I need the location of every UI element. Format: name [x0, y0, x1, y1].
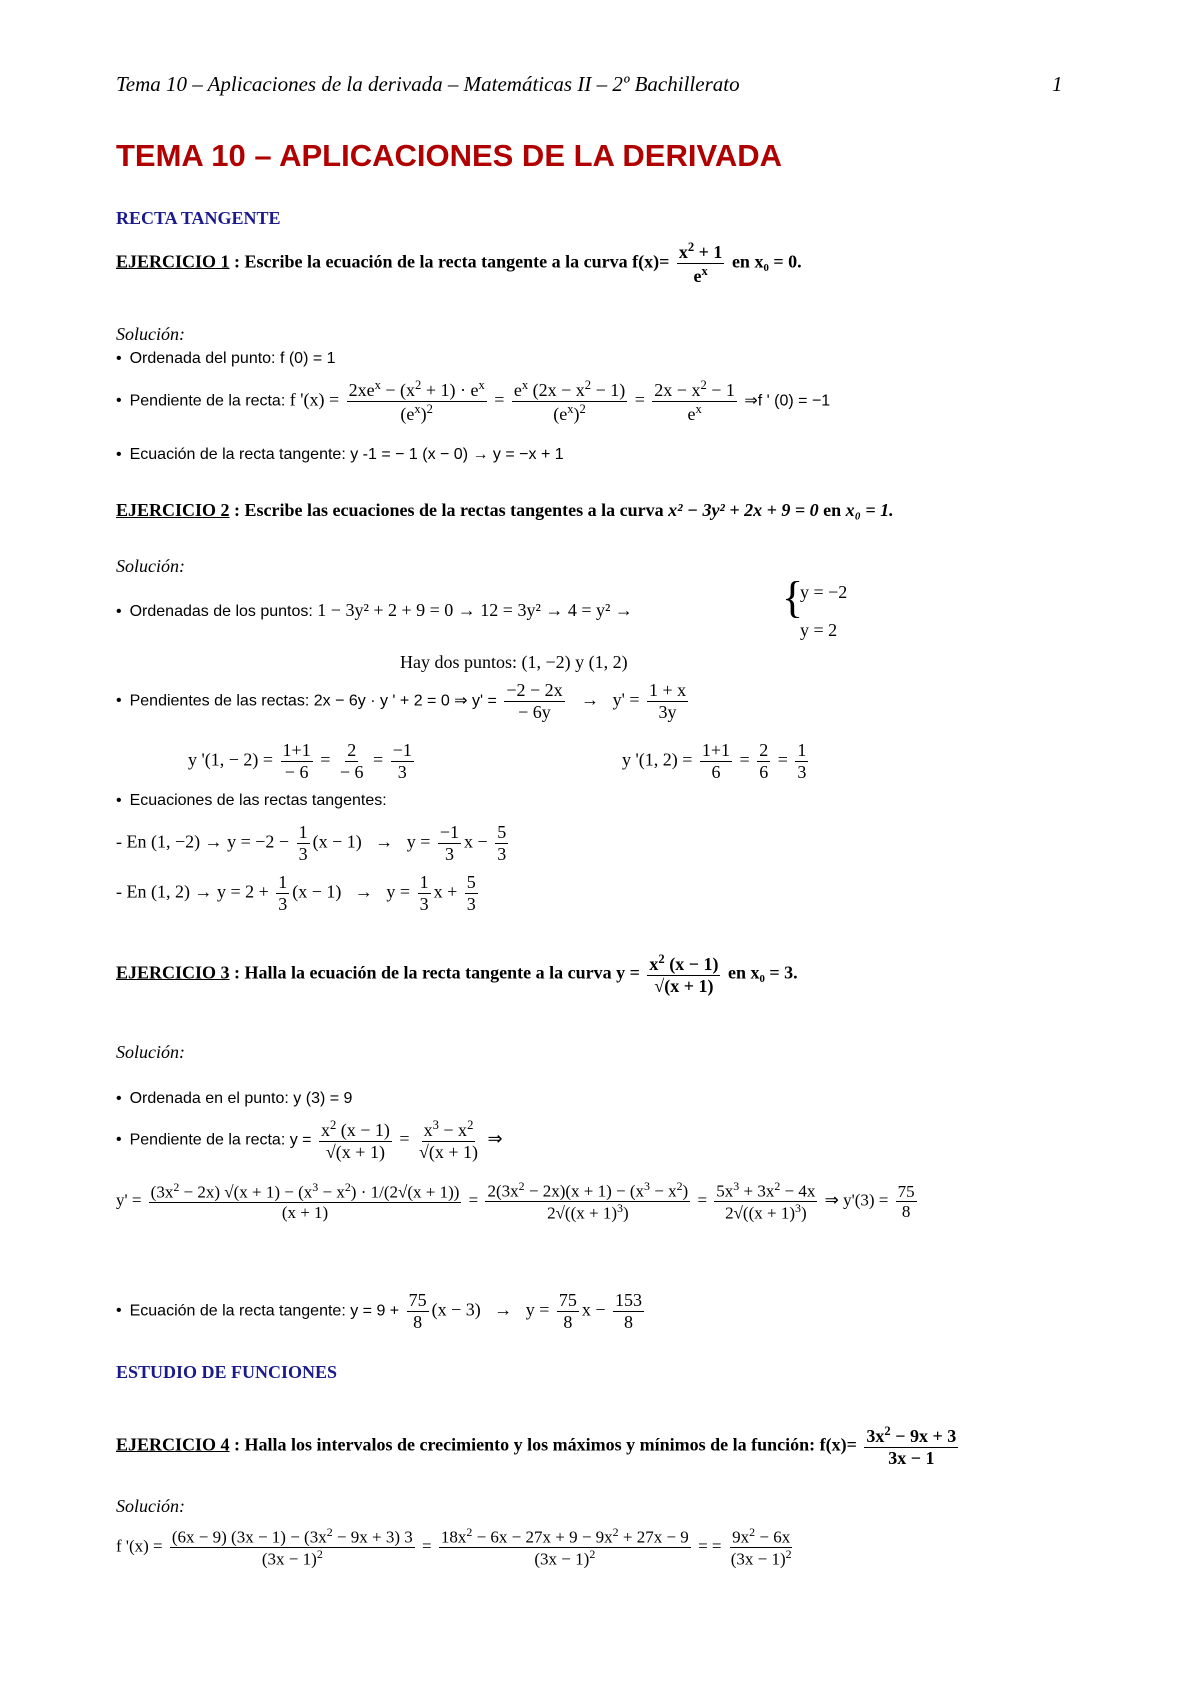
solution-label-2: Solución: — [116, 556, 185, 576]
page-number: 1 — [1052, 72, 1063, 96]
ex2-en1: - En (1, −2) → y = −2 − — [116, 831, 290, 852]
section-estudio-funciones: ESTUDIO DE FUNCIONES — [116, 1362, 338, 1382]
ex1-en: en — [731, 251, 750, 272]
exercise-3-statement: EJERCICIO 3 : Halla la ecuación de la recta tangente a la curva y = $\frac{x^2 (x - 1)}{√(x + 1)}$ en x₀ = 3. — [116, 952, 798, 996]
ex2-tangent-2: - En (1, 2) → y = 2 + $\frac{1}{3}$ (x − 1) → y = $\frac{1}{3}$ x + $\frac{5}{3}$ — [116, 872, 476, 914]
exercise-2-label: EJERCICIO 2 — [116, 500, 230, 520]
exercise-3-text: : Halla la ecuación de la recta tangente a la curva — [234, 962, 612, 983]
exercise-1-statement — [116, 240, 802, 286]
ex1-pendiente-label: Pendiente de la recta: — [129, 392, 286, 410]
exercise-2-statement — [116, 500, 894, 521]
ex1-fx: f(x)= — [632, 251, 670, 272]
ex2-ordenadas-eq: 1 − 3y² + 2 + 9 = 0 → 12 = 3y² → 4 = y² → — [317, 600, 633, 620]
solution-label-1: Solución: — [116, 324, 185, 344]
ex2-en: en — [823, 500, 842, 520]
ex3-en: en — [727, 962, 746, 983]
ex3-x0: x₀ = 3. — [750, 962, 798, 983]
system-brace: { — [782, 573, 804, 622]
exercise-4-statement: EJERCICIO 4 : Halla los intervalos de crecimiento y los máximos y mínimos de la función: f(x)= $\frac{3x^2 - 9x + 3}{3x - 1}$ — [116, 1424, 957, 1468]
ex2-ordenadas-label: Ordenadas de los puntos: — [129, 603, 313, 620]
ex2-pendientes-label: Pendientes de las rectas: 2x − 6y · y ' + 2 = 0 ⇒ y' = — [129, 692, 497, 710]
ex3-ecuacion-label: Ecuación de la recta tangente: y = 9 + — [129, 1302, 400, 1320]
solution-label-3: Solución: — [116, 1042, 185, 1062]
solution-label-4: Solución: — [116, 1496, 185, 1516]
exercise-4-label: EJERCICIO 4 — [116, 1434, 230, 1455]
ex3-pendiente-line: • Pendiente de la recta: y = $\frac{x^2 (x - 1)}{√(x + 1)}$ = $\frac{x^3 - x^2}{√(x + 1)}$ ⇒ — [116, 1118, 503, 1162]
ex3-ordenada: • Ordenada en el punto: y (3) = 9 — [116, 1090, 352, 1108]
ex3-ecuacion-line: • Ecuación de la recta tangente: y = 9 + $\frac{75}{8}$ (x − 3) → y = $\frac{75}{8}$ x − $\frac{153}{8}$ — [116, 1290, 647, 1332]
ex1-pend-result: ⇒f ' (0) = −1 — [744, 392, 831, 410]
exercise-1-label: EJERCICIO 1 — [116, 251, 230, 272]
ex2-x0: x₀ = 1. — [845, 500, 894, 520]
ex1-ecuacion: • Ecuación de la recta tangente: y -1 = − 1 (x − 0) → y = −x + 1 — [116, 446, 564, 464]
ex4-derivative: f '(x) = $\frac{(6x - 9) (3x - 1) - (3x^2 - 9x + 3) 3}{(3x - 1)^2}$ = $\frac{18x^2 - 6x - 27x + 9 - 9x^2 + 27x - 9}{(3x - 1)^2}$ = = $\frac{9x^2 - 6x}{(3x - 1)^2}$ — [116, 1525, 792, 1569]
ex2-slope-1: y '(1, − 2) = $\frac{1+1}{- 6}$ = $\frac{2}{- 6}$ = $\frac{-1}{3}$ — [188, 740, 412, 782]
page-title: TEMA 10 – APLICACIONES DE LA DERIVADA — [116, 138, 783, 173]
running-header: Tema 10 – Aplicaciones de la derivada – Matemáticas II – 2º Bachillerato — [116, 72, 740, 96]
section-recta-tangente: RECTA TANGENTE — [116, 208, 281, 228]
ex3-pendiente-label: Pendiente de la recta: y = — [129, 1131, 312, 1149]
exercise-1-text: : Escribe la ecuación de la recta tangente a la curva — [234, 251, 628, 272]
ex2-slope-2: y '(1, 2) = $\frac{1+1}{6}$ = $\frac{2}{6}$ = $\frac{1}{3}$ — [622, 740, 807, 782]
ex2-ordenadas-line — [116, 600, 633, 621]
exercise-3-label: EJERCICIO 3 — [116, 962, 230, 983]
ex3-derivative: y' = $\frac{(3x^2 - 2x) √(x + 1) - (x^3 - x^2) \cdot 1/(2√(x + 1))}{(x + 1)}$ = $\frac{2(3x^2 - 2x)(x + 1) - (x^3 - x^2)}{2√((x + 1)^3)}$ = $\frac{5x^3 + 3x^2 - 4x}{2√((x + 1)^3)}$ ⇒ y'(3) = $\frac{75}{8}$ — [116, 1179, 915, 1223]
ex2-tangent-1: - En (1, −2) → y = −2 − $\frac{1}{3}$ (x − 1) → y = $\frac{-1}{3}$ x − $\frac{5}{3}$ — [116, 822, 507, 864]
exercise-2-text: : Escribe las ecuaciones de la rectas tangentes a la curva — [234, 500, 664, 520]
ex1-curve-fraction: $\frac{x^2 + 1}{e^x}$ — [678, 240, 723, 286]
ex2-dos-puntos: Hay dos puntos: (1, −2) y (1, 2) — [400, 652, 628, 672]
ex2-sys2: y = 2 — [800, 620, 838, 640]
ex1-x0: x₀ = 0. — [754, 251, 802, 272]
exercise-4-text: : Halla los intervalos de crecimiento y los máximos y mínimos de la función: — [234, 1434, 816, 1455]
ex1-ordenada: • Ordenada del punto: f (0) = 1 — [116, 350, 336, 368]
ex2-pendientes-line: • Pendientes de las rectas: 2x − 6y · y ' + 2 = 0 ⇒ y' = $\frac{-2 - 2x}{- 6y}$ → y' = $\frac{1 + x}{3y}$ — [116, 680, 691, 722]
ex2-ecuaciones: • Ecuaciones de las rectas tangentes: — [116, 792, 387, 810]
ex1-pendiente-line: • Pendiente de la recta: f '(x) = $2xe^x - (x^2 + 1) \cdot e^x$ $(e^x)^2$ = $\frac{e^x (2x - x^2 - 1)}{(e^x)^2}$ = $\frac{2x - x^2 - 1}{e^x}$ ⇒f ' (0) = −1 — [116, 378, 830, 424]
ex2-curve: x² − 3y² + 2x + 9 = 0 — [668, 500, 819, 520]
ex4-fx: f(x)= — [819, 1434, 857, 1455]
ex2-sys1: y = −2 — [800, 582, 848, 602]
ex2-en2: - En (1, 2) → y = 2 + — [116, 881, 269, 902]
